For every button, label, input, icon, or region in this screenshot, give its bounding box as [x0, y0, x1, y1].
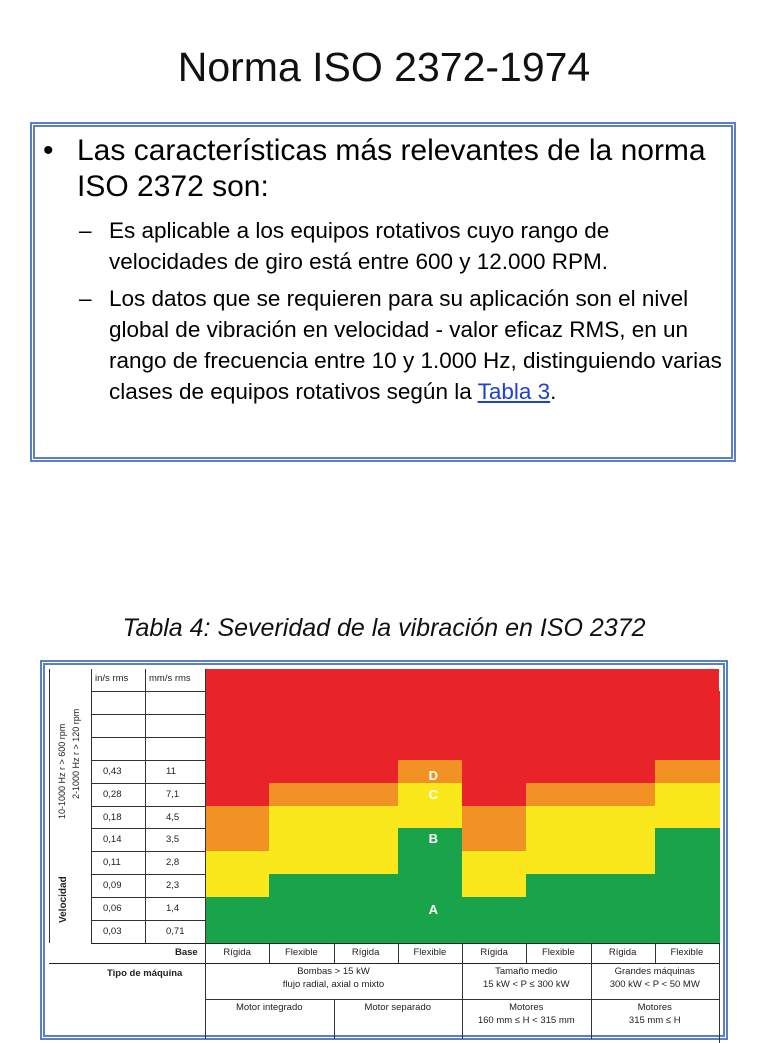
- zone-label-d: D: [428, 767, 438, 783]
- severity-cell-d: [591, 760, 656, 784]
- bullet-text: Las características más relevantes de la norma ISO 2372 son:: [77, 134, 706, 203]
- severity-cell-a: [205, 897, 270, 921]
- severity-table-frame: [40, 660, 728, 1040]
- subgroup-line1: Motores: [637, 1001, 672, 1013]
- row-in-s-value: 0,06: [103, 903, 122, 915]
- severity-cell-d: [398, 714, 463, 738]
- severity-cell-d: [462, 760, 527, 784]
- severity-cell-d: [591, 737, 656, 761]
- row-mm-s-value: 2,8: [166, 857, 180, 869]
- severity-cell-a: [526, 874, 591, 898]
- header-in-s-rms: in/s rms: [95, 673, 129, 684]
- base-value: Flexible: [542, 946, 575, 958]
- severity-cell-d: [591, 714, 656, 738]
- sub-bullet-2-text-main: Los datos que se requieren para su aplicación son el nivel global de vibración en velocidad - valor eficaz RMS, en un rango de frecuencia entre 10 y 1.000 Hz, distinguiendo varias clases de equipos rotativos según la: [109, 286, 722, 404]
- severity-cell-d: [269, 760, 334, 784]
- machine-group-line1: Bombas > 15 kW: [297, 965, 370, 977]
- severity-cell-a: [591, 897, 656, 921]
- severity-cell-b: [591, 806, 656, 830]
- base-value: Flexible: [413, 946, 447, 958]
- severity-cell-a: [269, 897, 334, 921]
- bullet-box: [30, 122, 736, 462]
- row-divider: [91, 737, 205, 738]
- machine-group-line1: Grandes máquinas: [614, 965, 695, 977]
- base-value: Rígida: [351, 946, 380, 958]
- severity-cell-a: [462, 920, 527, 944]
- axis-label-10-1000hz: 10-1000 Hz r > 600 rpm: [57, 723, 67, 819]
- base-value: Flexible: [285, 946, 318, 958]
- row-in-s-value: 0,28: [103, 788, 122, 800]
- severity-cell-d: [526, 737, 591, 761]
- severity-cell-a: [655, 828, 720, 852]
- severity-cell-c: [269, 783, 334, 807]
- dash-marker: –: [79, 218, 92, 243]
- severity-cell-b: [205, 874, 270, 898]
- sub-bullet-1: [79, 215, 723, 277]
- severity-cell-b: [591, 828, 656, 852]
- tabla-3-link[interactable]: Tabla 3: [477, 379, 551, 404]
- severity-cell-a: [526, 920, 591, 944]
- severity-cell-d: [526, 714, 591, 738]
- col-divider: [91, 669, 92, 943]
- severity-cell-d: [205, 691, 270, 715]
- severity-cell-d: [526, 691, 591, 715]
- severity-cell-b: [269, 828, 334, 852]
- severity-table: [45, 665, 723, 1035]
- bullet-item: [43, 133, 723, 205]
- severity-cell-a: [655, 920, 720, 944]
- row-divider: [91, 943, 719, 944]
- machine-group-line2: 15 kW < P ≤ 300 kW: [482, 978, 570, 990]
- sub-bullet-2-text: [109, 283, 723, 407]
- severity-cell-c: [334, 783, 399, 807]
- row-in-s-value: 0,14: [103, 834, 122, 846]
- machine-type-label: Tipo de máquina: [107, 967, 183, 979]
- col-divider: [205, 669, 206, 943]
- base-value: Rígida: [608, 946, 637, 958]
- severity-cell-a: [334, 874, 399, 898]
- row-mm-s-value: 7,1: [166, 788, 180, 800]
- severity-cell-d: [334, 737, 399, 761]
- row-mm-s-value: 11: [166, 765, 176, 777]
- severity-cell-a: [334, 920, 399, 944]
- col-divider: [398, 943, 399, 963]
- severity-cell-d: [462, 783, 527, 807]
- severity-cell-c: [655, 760, 720, 784]
- col-divider: [49, 669, 50, 943]
- axis-label-velocidad: Velocidad: [58, 876, 69, 923]
- severity-cell-d: [269, 737, 334, 761]
- severity-cell-a: [334, 897, 399, 921]
- severity-cell-b: [526, 828, 591, 852]
- subgroup-line1: Motor integrado: [235, 1001, 303, 1013]
- severity-cell-d: [334, 760, 399, 784]
- severity-cell-c: [205, 828, 270, 852]
- row-divider: [91, 714, 205, 715]
- row-divider: [49, 963, 719, 964]
- subgroup-line2: 315 mm ≤ H: [628, 1014, 681, 1026]
- zone-label-c: C: [428, 787, 438, 803]
- severity-cell-a: [398, 920, 463, 944]
- header-mm-s-rms: mm/s rms: [149, 673, 191, 684]
- severity-cell-d: [205, 783, 270, 807]
- severity-cell-d: [269, 714, 334, 738]
- col-divider: [145, 669, 146, 943]
- col-divider: [719, 943, 720, 1043]
- severity-cell-d: [591, 691, 656, 715]
- severity-cell-c: [462, 806, 527, 830]
- severity-cell-a: [398, 851, 463, 875]
- severity-cell-b: [462, 851, 527, 875]
- severity-cell-a: [655, 874, 720, 898]
- severity-cell-a: [526, 897, 591, 921]
- severity-cell-d: [462, 737, 527, 761]
- row-divider: [91, 691, 205, 692]
- severity-cell-b: [334, 828, 399, 852]
- row-divider: [91, 828, 205, 829]
- severity-cell-d: [398, 737, 463, 761]
- severity-cell-b: [398, 806, 463, 830]
- base-value: Flexible: [670, 946, 704, 958]
- sub-bullet-1-text: Es aplicable a los equipos rotativos cuyo rango de velocidades de giro está entre 600 y 12.000 RPM.: [109, 218, 610, 274]
- severity-cell-d: [462, 691, 527, 715]
- severity-cell-b: [526, 806, 591, 830]
- severity-cell-a: [462, 897, 527, 921]
- row-in-s-value: 0,03: [103, 926, 122, 937]
- severity-cell-d: [526, 760, 591, 784]
- severity-cell-d: [334, 714, 399, 738]
- zone-label-a: A: [428, 901, 438, 917]
- col-divider: [269, 943, 270, 963]
- row-mm-s-value: 3,5: [166, 834, 180, 846]
- dash-marker: –: [79, 286, 92, 311]
- zone-label-b: B: [428, 830, 438, 846]
- subgroup-line1: Motor separado: [364, 1001, 432, 1013]
- severity-cell-b: [526, 851, 591, 875]
- severity-cell-a: [655, 897, 720, 921]
- row-in-s-value: 0,18: [103, 811, 122, 823]
- severity-cell-d: [205, 737, 270, 761]
- row-in-s-value: 0,11: [103, 857, 121, 869]
- severity-cell-a: [591, 874, 656, 898]
- sub-bullet-2: [79, 283, 723, 407]
- row-divider: [91, 851, 205, 852]
- col-divider: [526, 943, 527, 963]
- row-divider: [91, 806, 205, 807]
- severity-cell-b: [655, 783, 720, 807]
- machine-group-line2: 300 kW < P < 50 MW: [609, 978, 700, 990]
- axis-label-2-1000hz: 2-1000 Hz r > 120 rpm: [71, 708, 81, 799]
- row-in-s-value: 0,43: [103, 765, 122, 777]
- row-divider: [91, 783, 205, 784]
- row-mm-s-value: 0,71: [166, 926, 185, 937]
- col-divider: [334, 943, 335, 963]
- subgroup-line1: Motores: [509, 1001, 544, 1013]
- severity-cell-d: [205, 714, 270, 738]
- severity-cell-d: [269, 691, 334, 715]
- col-divider: [655, 943, 656, 963]
- severity-cell-d: [462, 714, 527, 738]
- col-divider: [591, 943, 592, 963]
- row-divider: [91, 897, 205, 898]
- subgroup-line2: 160 mm ≤ H < 315 mm: [477, 1014, 575, 1026]
- sub-bullet-2-text-end: .: [550, 379, 557, 404]
- col-divider: [205, 943, 206, 963]
- base-value: Rígida: [480, 946, 508, 958]
- severity-cell-c: [591, 783, 656, 807]
- severity-cell-b: [655, 806, 720, 830]
- severity-cell-b: [205, 851, 270, 875]
- severity-cell-a: [591, 920, 656, 944]
- severity-cell-d: [655, 691, 720, 715]
- row-in-s-value: 0,09: [103, 880, 122, 892]
- row-divider: [91, 760, 205, 761]
- base-label: Base: [175, 946, 198, 958]
- machine-group-line2: flujo radial, axial o mixto: [282, 978, 385, 990]
- row-mm-s-value: 4,5: [166, 811, 180, 823]
- row-mm-s-value: 2,3: [166, 880, 180, 892]
- severity-cell-b: [269, 806, 334, 830]
- severity-cell-a: [205, 920, 270, 944]
- severity-cell-d: [205, 760, 270, 784]
- severity-cell-b: [591, 851, 656, 875]
- severity-cell-d: [398, 691, 463, 715]
- col-divider: [462, 943, 463, 963]
- severity-cell-b: [462, 874, 527, 898]
- severity-cell-c: [526, 783, 591, 807]
- row-mm-s-value: 1,4: [166, 903, 180, 915]
- severity-cell-b: [334, 806, 399, 830]
- severity-cell-a: [655, 851, 720, 875]
- severity-cell-b: [334, 851, 399, 875]
- severity-cell-d: [205, 669, 719, 691]
- severity-cell-c: [205, 806, 270, 830]
- row-divider: [91, 874, 205, 875]
- table-caption: Tabla 4: Severidad de la vibración en ISO 2372: [122, 614, 646, 642]
- severity-cell-b: [269, 851, 334, 875]
- base-value: Rígida: [223, 946, 251, 958]
- severity-cell-d: [334, 691, 399, 715]
- severity-cell-d: [655, 714, 720, 738]
- severity-cell-d: [655, 737, 720, 761]
- bullet-marker: •: [43, 134, 54, 167]
- row-divider: [91, 920, 205, 921]
- severity-cell-a: [269, 920, 334, 944]
- slide-title: Norma ISO 2372-1974: [177, 44, 591, 90]
- machine-group-line1: Tamaño medio: [495, 965, 558, 977]
- severity-cell-c: [462, 828, 527, 852]
- severity-cell-a: [398, 874, 463, 898]
- severity-cell-a: [269, 874, 334, 898]
